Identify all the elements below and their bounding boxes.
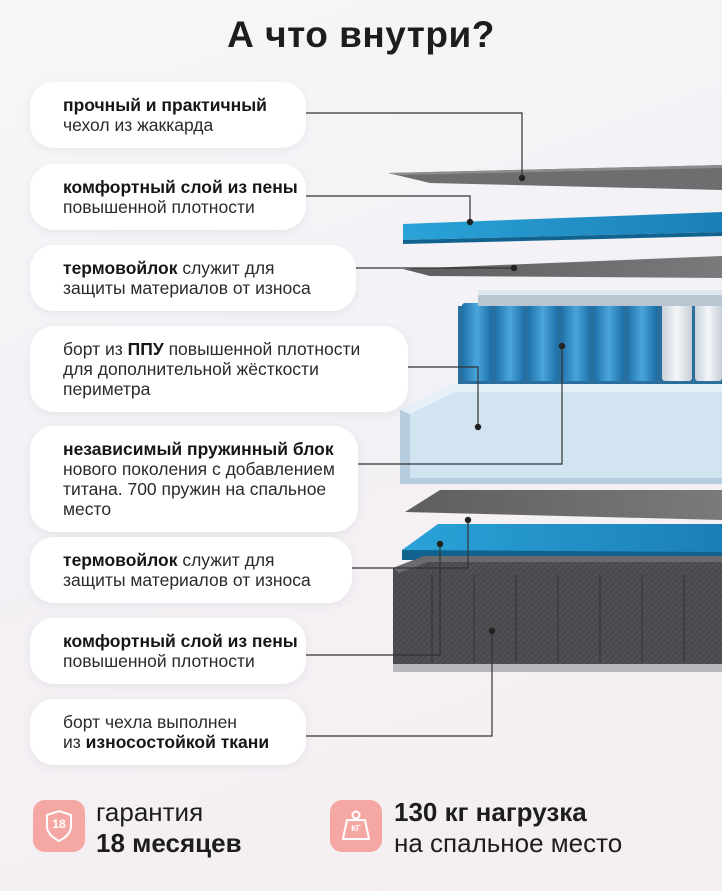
card-text: защиты материалов от износа xyxy=(63,570,311,590)
warranty-badge-number: 18 xyxy=(52,817,66,831)
warranty-shield-icon xyxy=(33,800,85,852)
card-text: для дополнительной жёсткости xyxy=(63,359,319,379)
card-text: служит для xyxy=(177,550,275,570)
card-text: чехол из жаккарда xyxy=(63,115,214,135)
layer-spring-block xyxy=(458,290,722,384)
load-line1: 130 кг нагрузка xyxy=(394,797,587,827)
card-bold-text: термовойлок xyxy=(63,258,178,278)
card-bold-text: комфортный слой из пены xyxy=(63,177,298,197)
weight-badge-label: КГ xyxy=(351,824,361,833)
layer-comfort-foam-bottom xyxy=(402,524,722,560)
weight-icon xyxy=(330,800,382,852)
layer-felt-top xyxy=(403,256,722,278)
warranty-text xyxy=(96,797,242,859)
card-jacquard-cover xyxy=(30,82,306,148)
card-bold-text: прочный и практичный xyxy=(63,95,267,115)
card-bold-text: термовойлок xyxy=(63,550,178,570)
card-text: борт чехла выполнен xyxy=(63,712,237,732)
card-felt-top xyxy=(30,245,356,311)
card-bold-text: комфортный слой из пены xyxy=(63,631,298,651)
layer-comfort-foam-top xyxy=(403,212,722,244)
card-text: место xyxy=(63,499,112,519)
layer-felt-bottom xyxy=(405,490,722,520)
card-text: повышенной плотности xyxy=(63,197,255,217)
card-text: нового поколения с добавлением xyxy=(63,459,335,479)
card-foam-border: борт из ППУ повышенной плотности для дополнительной жёсткости периметра xyxy=(30,326,408,412)
load-line2: на спальное место xyxy=(394,828,623,858)
load-text xyxy=(394,797,622,859)
card-text: повышенной плотности xyxy=(63,651,255,671)
layer-foam-border xyxy=(400,384,722,484)
card-text: периметра xyxy=(63,379,151,399)
warranty-line2: 18 месяцев xyxy=(96,828,242,858)
card-spring-block xyxy=(30,426,358,532)
card-comfort-foam-bottom xyxy=(30,618,306,684)
layer-cover-base xyxy=(393,556,722,672)
card-cover-base: борт чехла выполнен из износостойкой ткани xyxy=(30,699,306,765)
card-text: защиты материалов от износа xyxy=(63,278,311,298)
card-comfort-foam-top xyxy=(30,164,306,230)
card-bold-text: независимый пружинный блок xyxy=(63,439,334,459)
card-text: служит для xyxy=(177,258,275,278)
card-bold-text: износостойкой ткани xyxy=(85,732,270,752)
card-bold-text: ППУ xyxy=(127,339,164,359)
card-felt-bottom xyxy=(30,537,352,603)
card-text: титана. 700 пружин на спальное xyxy=(63,479,327,499)
warranty-line1: гарантия xyxy=(96,797,204,827)
page-title: А что внутри? xyxy=(227,14,495,55)
